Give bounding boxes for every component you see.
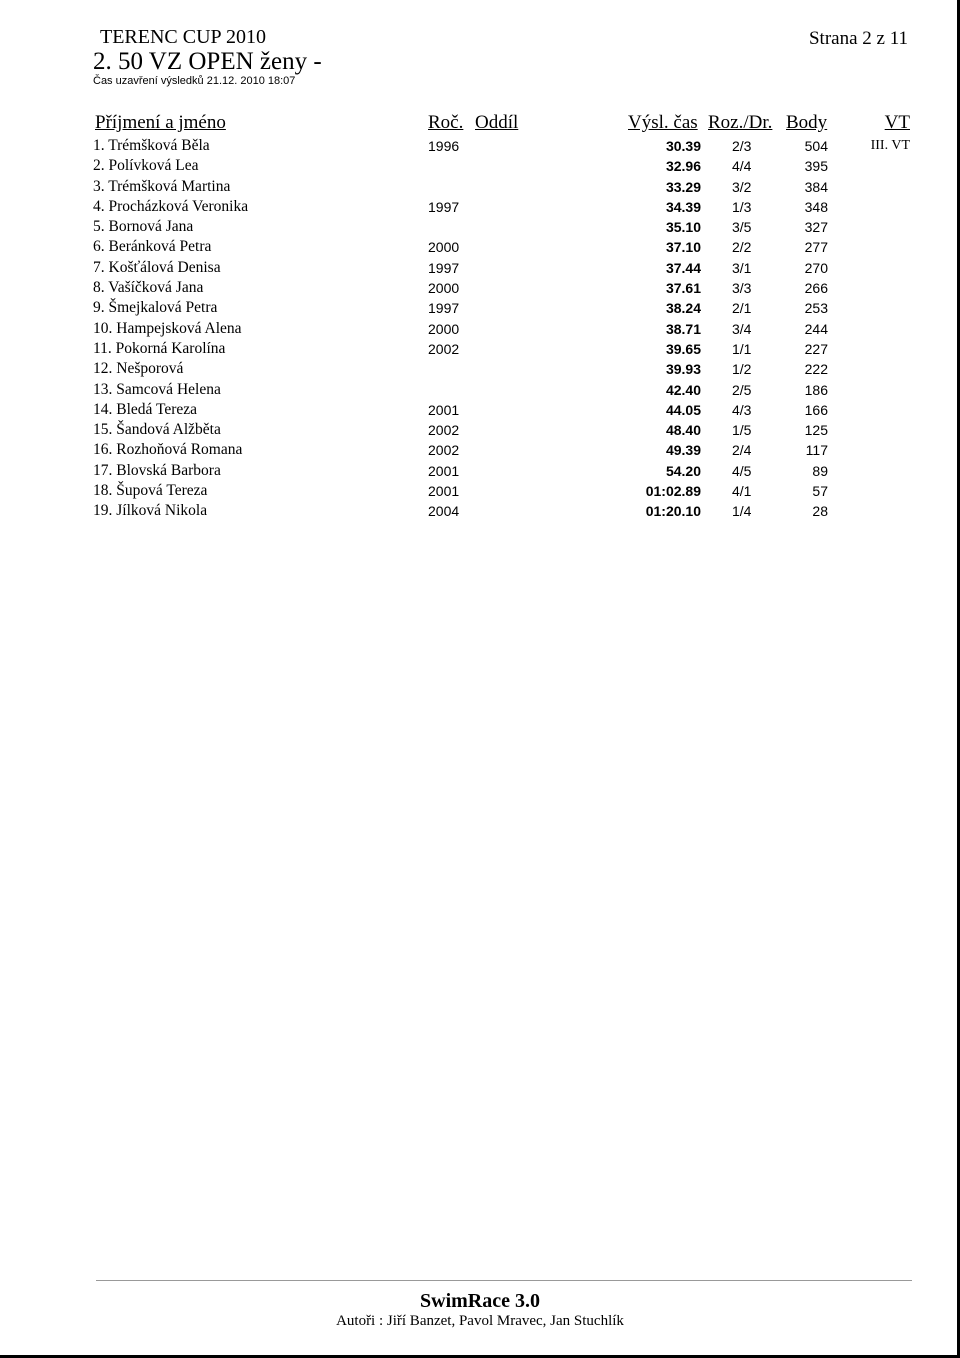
result-points: 395 — [804, 158, 828, 175]
result-heat-lane: 1/2 — [732, 361, 752, 378]
column-header-name: Příjmení a jméno — [95, 112, 226, 133]
result-row — [0, 156, 960, 176]
event-title: 2. 50 VZ OPEN ženy - — [93, 48, 322, 75]
result-time: 01:02.89 — [645, 483, 701, 500]
result-row — [0, 319, 960, 339]
result-points: 125 — [804, 422, 828, 439]
result-heat-lane: 3/5 — [732, 219, 752, 236]
result-row — [0, 400, 960, 420]
result-time: 38.71 — [665, 320, 701, 337]
result-time: 33.29 — [665, 178, 701, 195]
result-time: 39.93 — [665, 361, 701, 378]
result-time: 37.10 — [665, 239, 701, 256]
result-time: 37.44 — [665, 259, 701, 276]
result-name: 17. Blovská Barbora — [93, 461, 221, 479]
result-row — [0, 258, 960, 278]
result-points: 57 — [812, 483, 828, 500]
result-time: 42.40 — [665, 381, 701, 398]
result-name: 9. Šmejkalová Petra — [93, 299, 218, 317]
result-name: 12. Nešporová — [93, 360, 184, 378]
result-heat-lane: 4/4 — [732, 158, 752, 175]
result-row — [0, 339, 960, 359]
result-year: 2001 — [428, 462, 460, 479]
result-heat-lane: 1/4 — [732, 503, 752, 520]
result-time: 37.61 — [665, 280, 701, 297]
result-points: 384 — [804, 178, 828, 195]
result-points: 222 — [804, 361, 828, 378]
result-time: 01:20.10 — [645, 503, 701, 520]
result-heat-lane: 1/5 — [732, 422, 752, 439]
result-row — [0, 359, 960, 379]
result-row — [0, 380, 960, 400]
result-row — [0, 197, 960, 217]
result-row — [0, 237, 960, 257]
result-year: 2002 — [428, 442, 460, 459]
result-year: 2000 — [428, 239, 460, 256]
result-heat-lane: 3/2 — [732, 178, 752, 195]
result-row — [0, 217, 960, 237]
result-name: 10. Hampejsková Alena — [93, 319, 242, 337]
result-name: 14. Bledá Tereza — [93, 400, 198, 418]
result-heat-lane: 3/1 — [732, 259, 752, 276]
result-time: 48.40 — [665, 422, 701, 439]
result-points: 89 — [812, 462, 828, 479]
result-name: 8. Vašíčková Jana — [93, 279, 204, 297]
column-header-points: Body — [786, 112, 828, 133]
column-header-heat-lane: Roz./Dr. — [708, 112, 773, 133]
result-time: 38.24 — [665, 300, 701, 317]
result-year: 2001 — [428, 401, 460, 418]
result-row — [0, 177, 960, 197]
result-name: 6. Beránková Petra — [93, 238, 212, 256]
result-points: 327 — [804, 219, 828, 236]
result-points: 117 — [805, 442, 828, 459]
result-name: 11. Pokorná Karolína — [93, 339, 226, 357]
results-list — [0, 136, 960, 522]
result-name: 3. Trémšková Martina — [93, 177, 231, 195]
page-number: Strana 2 z 11 — [808, 28, 908, 49]
result-time: 30.39 — [665, 138, 701, 154]
result-row — [0, 278, 960, 298]
result-row — [0, 420, 960, 440]
result-heat-lane: 1/3 — [732, 198, 752, 215]
result-year: 2000 — [428, 280, 460, 297]
result-heat-lane: 2/2 — [732, 239, 752, 256]
column-header-time: Výsl. čas — [628, 112, 698, 133]
result-name: 5. Bornová Jana — [93, 218, 194, 236]
result-points: 266 — [804, 280, 828, 297]
result-year: 1997 — [428, 198, 460, 215]
result-row — [0, 440, 960, 460]
result-heat-lane: 4/5 — [732, 462, 752, 479]
footer-authors: Autoři : Jiří Banzet, Pavol Mravec, Jan Stuchlík — [336, 1313, 624, 1329]
result-row — [0, 136, 960, 156]
footer-divider — [96, 1280, 912, 1281]
result-time: 35.10 — [665, 219, 701, 236]
result-time: 54.20 — [665, 462, 701, 479]
result-row — [0, 461, 960, 481]
result-points: 277 — [804, 239, 828, 256]
result-year: 1997 — [428, 259, 460, 276]
result-name: 1. Trémšková Běla — [93, 137, 210, 154]
result-points: 253 — [804, 300, 828, 317]
result-heat-lane: 3/4 — [732, 320, 752, 337]
result-year: 2002 — [428, 422, 460, 439]
result-name: 19. Jílková Nikola — [93, 502, 208, 520]
column-header-club: Oddíl — [475, 112, 519, 133]
result-row — [0, 298, 960, 318]
result-year: 1997 — [428, 300, 460, 317]
result-heat-lane: 2/4 — [732, 442, 752, 459]
result-heat-lane: 2/1 — [732, 300, 752, 317]
result-points: 348 — [804, 198, 828, 215]
result-time: 44.05 — [665, 401, 701, 418]
result-year: 1996 — [428, 138, 460, 154]
result-heat-lane: 1/1 — [732, 340, 752, 357]
results-closed-timestamp: Čas uzavření výsledků 21.12. 2010 18:07 — [93, 75, 296, 87]
result-name: 4. Procházková Veronika — [93, 197, 249, 215]
footer-product: SwimRace 3.0 — [420, 1290, 540, 1312]
result-time: 32.96 — [665, 158, 701, 175]
result-name: 18. Šupová Tereza — [93, 482, 208, 500]
result-points: 244 — [804, 320, 828, 337]
result-year: 2001 — [428, 483, 460, 500]
result-heat-lane: 4/1 — [732, 483, 752, 500]
result-time: 39.65 — [665, 340, 701, 357]
result-row — [0, 501, 960, 521]
result-points: 504 — [804, 138, 828, 154]
result-points: 28 — [812, 503, 828, 520]
result-heat-lane: 4/3 — [732, 401, 752, 418]
result-points: 166 — [804, 401, 828, 418]
result-name: 16. Rozhoňová Romana — [93, 441, 243, 459]
result-points: 227 — [804, 340, 828, 357]
result-name: 2. Polívková Lea — [93, 157, 199, 175]
result-heat-lane: 2/5 — [732, 381, 752, 398]
result-year: 2000 — [428, 320, 460, 337]
result-name: 7. Košťálová Denisa — [93, 258, 221, 276]
result-heat-lane: 3/3 — [732, 280, 752, 297]
column-header-year: Roč. — [428, 112, 464, 133]
result-year: 2002 — [428, 340, 460, 357]
column-header-vt: VT — [884, 112, 910, 133]
result-year: 2004 — [428, 503, 460, 520]
result-name: 13. Samcová Helena — [93, 380, 221, 398]
cup-title: TERENC CUP 2010 — [100, 26, 266, 48]
result-time: 34.39 — [665, 198, 701, 215]
result-name: 15. Šandová Alžběta — [93, 421, 221, 439]
result-points: 270 — [804, 259, 828, 276]
result-row — [0, 481, 960, 501]
result-heat-lane: 2/3 — [732, 138, 752, 154]
result-time: 49.39 — [665, 442, 701, 459]
result-vt: III. VT — [870, 138, 910, 153]
result-points: 186 — [804, 381, 828, 398]
